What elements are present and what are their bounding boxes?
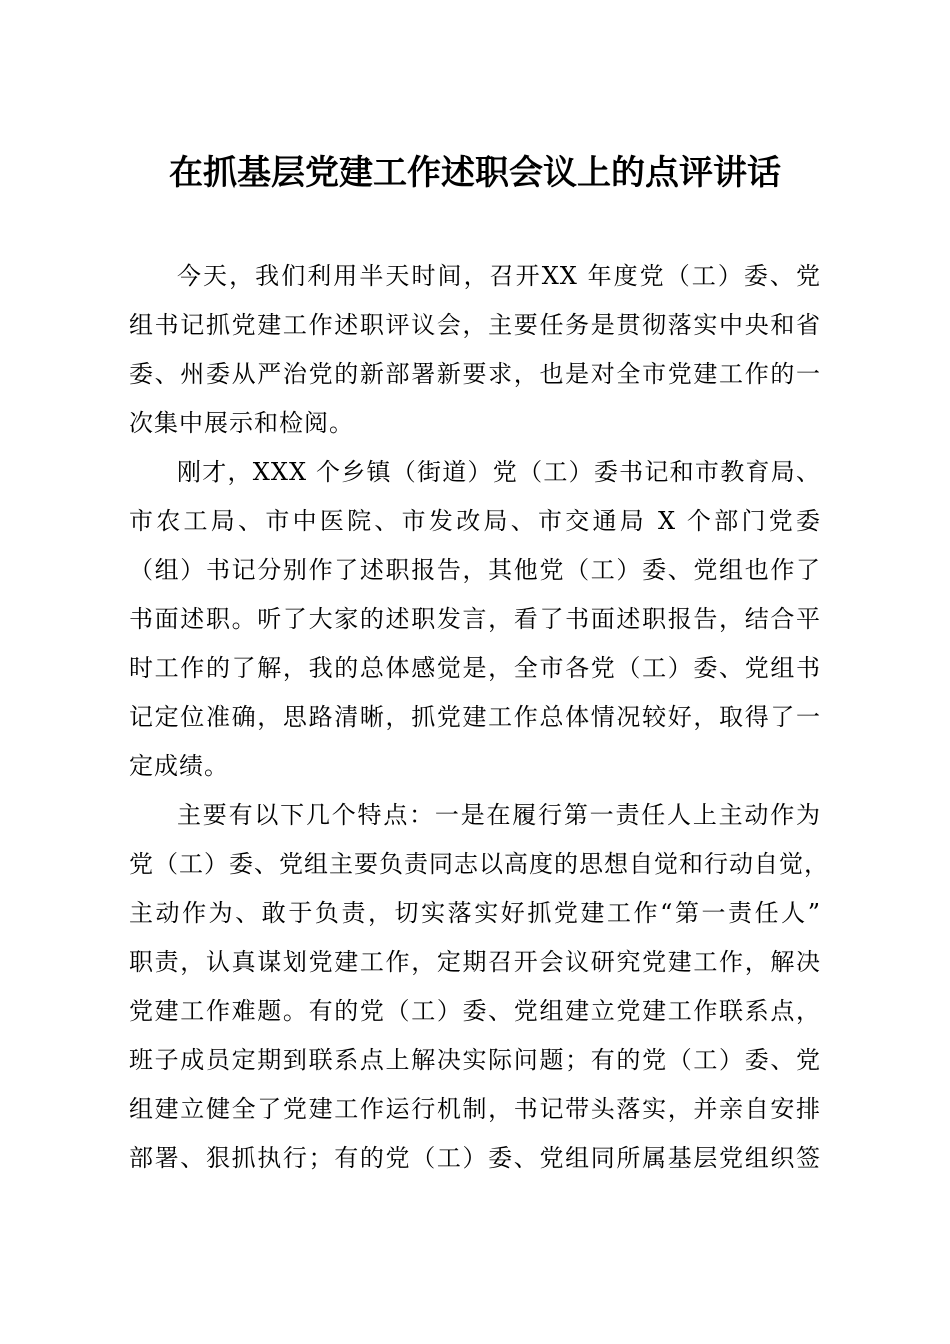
text-line: 今天，我们利用半天时间，召开XX 年度党（工）委、党 xyxy=(177,262,821,290)
text-line: 时工作的了解，我的总体感觉是，全市各党（工）委、党组书 xyxy=(129,654,821,682)
document-title: 在抓基层党建工作述职会议上的点评讲话 xyxy=(169,153,781,193)
text-line: （组）书记分别作了述职报告，其他党（工）委、党组也作了 xyxy=(129,556,821,584)
text-line: 记定位准确，思路清晰，抓党建工作总体情况较好，取得了一 xyxy=(129,703,821,731)
text-line: 党（工）委、党组主要负责同志以高度的思想自觉和行动自觉， xyxy=(129,850,829,878)
text-line: 主动作为、敢于负责，切实落实好抓党建工作“第一责任人” xyxy=(129,899,821,927)
paragraph-3 xyxy=(129,791,829,1183)
text-line: 书面述职。听了大家的述职发言，看了书面述职报告，结合平 xyxy=(129,605,821,633)
text-line: 党建工作难题。有的党（工）委、党组建立党建工作联系点， xyxy=(129,997,821,1025)
text-line: 委、州委从严治党的新部署新要求，也是对全市党建工作的一 xyxy=(129,360,821,388)
paragraph-1 xyxy=(129,252,821,448)
text-line: 市农工局、市中医院、市发改局、市交通局 X 个部门党委 xyxy=(129,507,821,535)
paragraph-2 xyxy=(129,448,821,791)
document-body xyxy=(129,252,829,1183)
text-line: 次集中展示和检阅。 xyxy=(129,409,354,437)
text-line: 定成绩。 xyxy=(129,752,229,780)
text-line: 部署、狠抓执行；有的党（工）委、党组同所属基层党组织签 xyxy=(129,1144,821,1172)
text-line: 职责，认真谋划党建工作，定期召开会议研究党建工作，解决 xyxy=(129,948,821,976)
text-line: 刚才，XXX 个乡镇（街道）党（工）委书记和市教育局、 xyxy=(177,458,821,486)
text-line: 组书记抓党建工作述职评议会，主要任务是贯彻落实中央和省 xyxy=(129,311,821,339)
text-line: 主要有以下几个特点：一是在履行第一责任人上主动作为 xyxy=(177,801,821,829)
text-line: 班子成员定期到联系点上解决实际问题；有的党（工）委、党 xyxy=(129,1046,821,1074)
text-line: 组建立健全了党建工作运行机制，书记带头落实，并亲自安排 xyxy=(129,1095,821,1123)
